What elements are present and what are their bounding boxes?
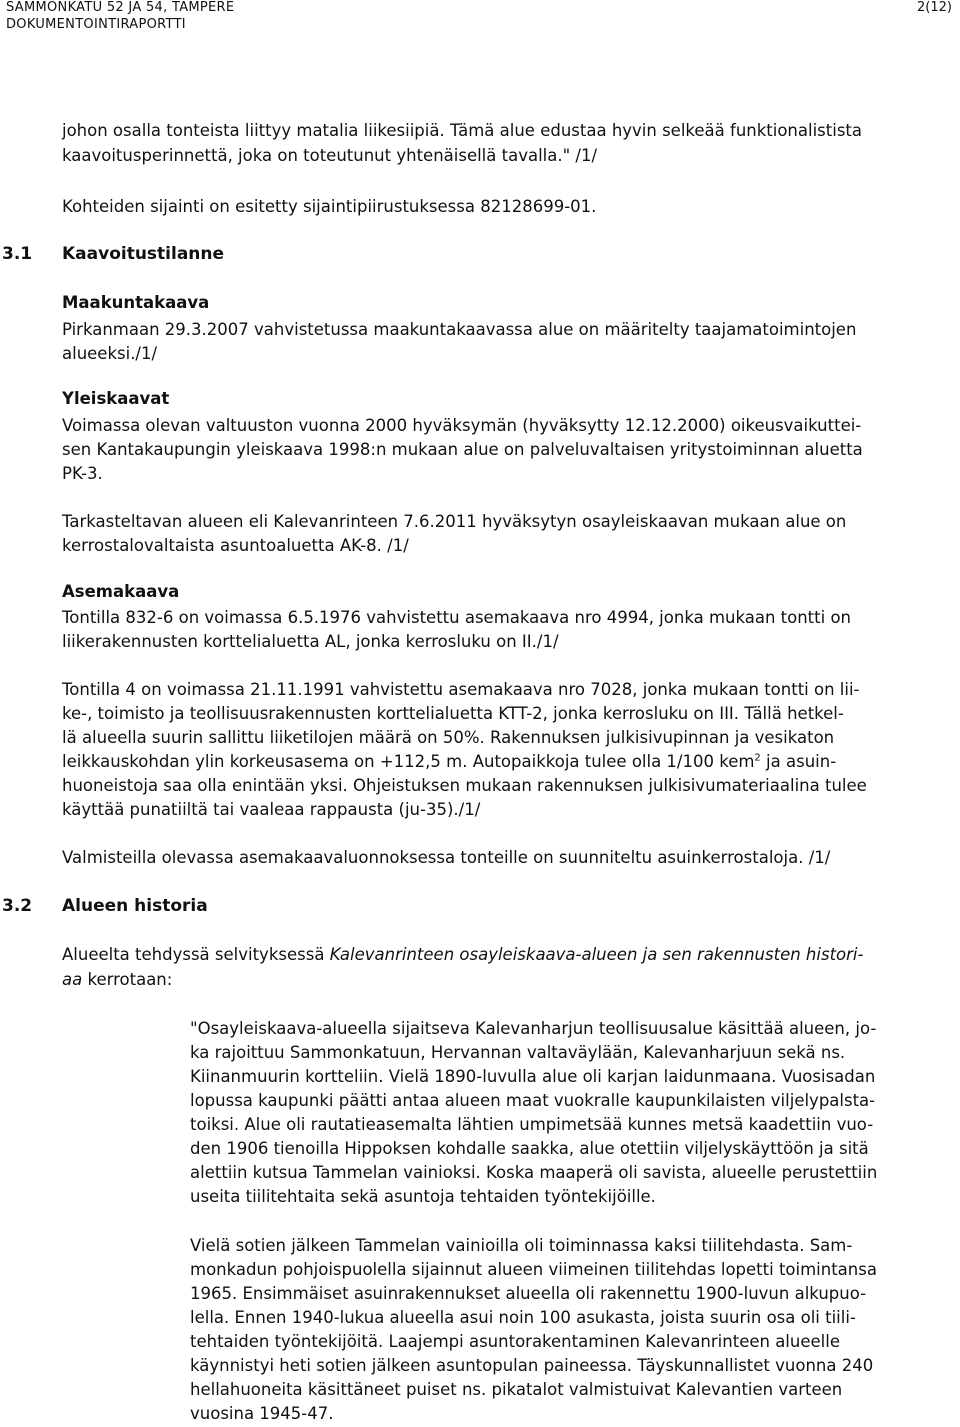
quote-2-line-6: käynnistyi heti sotien jälkeen asuntopulan paineessa. Täyskunnallistet vuonna 240 [190,1356,874,1375]
yleiskaavat-line-2: sen Kantakaupungin yleiskaava 1998:n mukaan alue on palveluvaltaisen yritystoiminnan aluetta [62,440,863,459]
history-lead-text: Alueelta tehdyssä selvityksessä [62,945,330,964]
superscript-2: 2 [754,752,761,764]
quote-2-line-3: 1965. Ensimmäiset asuinrakennukset alueella oli rakennettu 1900-luvun alkupuo- [190,1284,867,1303]
section-3-1-title: Kaavoitustilanne [62,244,225,264]
maakuntakaava-line-1: Pirkanmaan 29.3.2007 vahvistetussa maakuntakaavassa alue on määritelty taajamatoimintojen [62,320,857,339]
valmisteilla-text: Valmisteilla olevassa asemakaavaluonnoksessa tonteille on suunniteltu asuinkerrostaloja. /1/ [62,848,831,867]
history-lead-line-1 [62,943,863,968]
tarkasteltava-line-1: Tarkasteltavan alueen eli Kalevanrinteen 7.6.2011 hyväksytyn osayleiskaavan mukaan alue on [62,512,847,531]
quote-1-line-2: ka rajoittuu Sammonkatuun, Hervannan valtaväylään, Kalevanharjuun sekä ns. [190,1043,846,1062]
maakuntakaava-heading: Maakuntakaava [62,293,210,312]
asemakaava-2-line-3: lä alueella suurin sallittu liiketilojen määrä on 50%. Rakennuksen julkisivupinnan ja vesikaton [62,728,835,747]
quote-2-line-2: monkadun pohjoispuolella sijainnut alueen viimeinen tiilitehdas lopetti toimintansa [190,1260,877,1279]
quote-2-line-4: lella. Ennen 1940-lukua alueella asui noin 100 asukasta, joista suurin osa oli tiili- [190,1308,856,1327]
asemakaava-2-line-4-end: ja asuin- [760,752,837,771]
history-lead-end: kerrotaan: [82,970,173,989]
asemakaava-heading: Asemakaava [62,582,180,601]
page-number: 2(12) [917,0,952,15]
intro-line-2: kaavoitusperinnettä, joka on toteutunut yhtenäisellä tavalla." /1/ [62,146,598,165]
asemakaava-1-line-1: Tontilla 832-6 on voimassa 6.5.1976 vahvistettu asemakaava nro 4994, jonka mukaan tontti on [62,608,852,627]
maakuntakaava-line-2: alueeksi./1/ [62,344,158,363]
header-title: SAMMONKATU 52 JA 54, TAMPERE [6,0,235,15]
intro-line-1: johon osalla tonteista liittyy matalia liikesiipiä. Tämä alue edustaa hyvin selkeää funktionalistista [62,121,863,140]
tarkasteltava-line-2: kerrostalovaltaista asuntoaluetta AK-8. /1/ [62,536,409,555]
section-3-2-number: 3.2 [2,896,33,916]
quote-1-line-3: Kiinanmuurin kortteliin. Vielä 1890-luvulla alue oli karjan laidunmaana. Vuosisadan [190,1067,876,1086]
quote-2-line-1: Vielä sotien jälkeen Tammelan vainioilla oli toiminnassa kaksi tiilitehdasta. Sam- [190,1236,853,1255]
quote-1-line-8: useita tiilitehtaita sekä asuntoja tehtaiden työntekijöille. [190,1187,656,1206]
quote-1-line-7: alettiin kutsua Tammelan vainioksi. Koska maaperä oli savista, alueelle perustettiin [190,1163,878,1182]
document-header [6,0,234,33]
asemakaava-2-line-2: ke-, toimisto ja teollisuusrakennusten korttelialuetta KTT-2, jonka kerrosluku on III. Tällä hetkel- [62,704,844,723]
quote-1-line-1: "Osayleiskaava-alueella sijaitseva Kalevanharjun teollisuusalue käsittää alueen, jo- [190,1019,877,1038]
yleiskaavat-line-1: Voimassa olevan valtuuston vuonna 2000 hyväksymän (hyväksytty 12.12.2000) oikeusvaikuttei- [62,416,862,435]
location-text: Kohteiden sijainti on esitetty sijaintipiirustuksessa 82128699-01. [62,197,597,216]
section-3-2-title: Alueen historia [62,896,208,916]
quote-2-line-7: hellahuoneita käsittäneet puiset ns. pikatalot valmistuivat Kalevantien varteen [190,1380,843,1399]
history-lead-line-2 [62,968,172,993]
asemakaava-2-line-1: Tontilla 4 on voimassa 21.11.1991 vahvistettu asemakaava nro 7028, jonka mukaan tontti on lii- [62,680,860,699]
yleiskaavat-line-3: PK-3. [62,464,103,483]
yleiskaavat-heading: Yleiskaavat [62,389,170,408]
quote-1-line-4: lopussa kaupunki päätti antaa alueen maat vuokralle kaupunkilaisten viljelypalsta- [190,1091,876,1110]
section-3-1-number: 3.1 [2,244,33,264]
quote-1-line-6: den 1906 tienoilla Hippoksen kohdalle saakka, alue otettiin viljelyskäyttöön ja sitä [190,1139,869,1158]
asemakaava-2-line-6: käyttää punatiiltä tai vaaleaa rappausta (ju-35)./1/ [62,800,481,819]
quote-1-line-5: toiksi. Alue oli rautatieasemalta lähtien umpimetsää kunnes metsä kaadettiin vuo- [190,1115,874,1134]
quote-2-line-8: vuosina 1945-47. [190,1404,334,1423]
history-source-title-end: aa [62,970,83,989]
quote-2-line-5: tehtaiden työntekijöitä. Laajempi asuntorakentaminen Kalevanrinteen alueelle [190,1332,840,1351]
asemakaava-2-line-5: huoneistoja saa olla enintään yksi. Ohjeistuksen mukaan rakennuksen julkisivumateriaalina tulee [62,776,867,795]
asemakaava-2-line-4-text: leikkauskohdan ylin korkeusasema on +112,5 m. Autopaikkoja tulee olla 1/100 kem [62,752,755,771]
asemakaava-2-line-4 [62,750,836,775]
header-subtitle: DOKUMENTOINTIRAPORTTI [6,16,186,32]
history-source-title: Kalevanrinteen osayleiskaava-alueen ja sen rakennusten histori- [329,945,864,964]
asemakaava-1-line-2: liikerakennusten korttelialuetta AL, jonka kerrosluku on II./1/ [62,632,559,651]
